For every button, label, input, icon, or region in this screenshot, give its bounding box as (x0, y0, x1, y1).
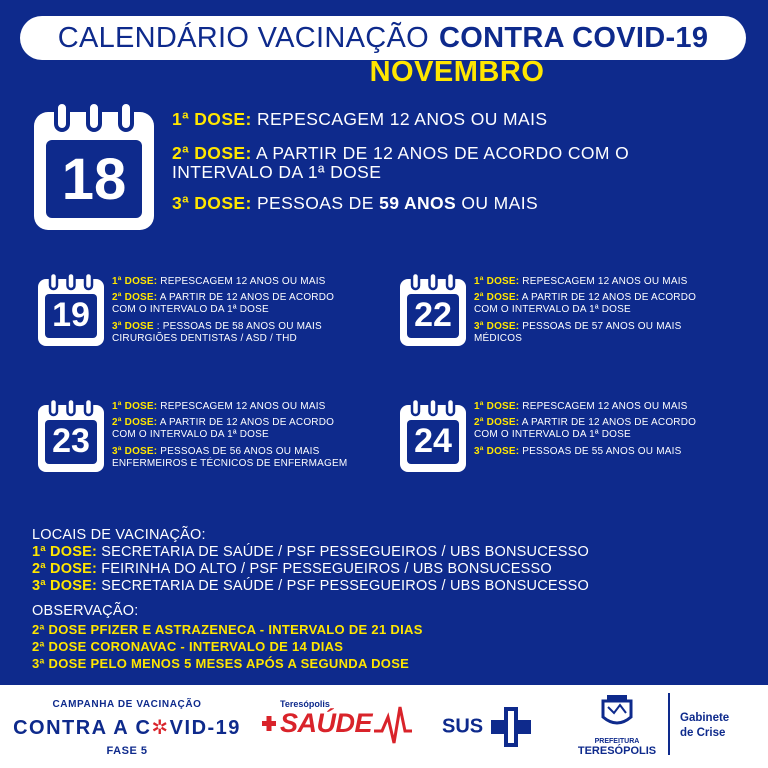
title-bold: CONTRA COVID-19 (438, 21, 709, 54)
dose-line: 1ª DOSE: REPESCAGEM 12 ANOS OU MAIS (474, 276, 688, 287)
dose-line-cont: COM O INTERVALO DA 1ª DOSE (474, 304, 631, 315)
day-number: 24 (414, 422, 452, 460)
day-number: 19 (52, 296, 90, 334)
dose-line-cont: ENFERMEIROS E TÉCNICOS DE ENFERMAGEM (112, 458, 348, 469)
day-number: 18 (61, 147, 127, 212)
dose-line-cont: MÉDICOS (474, 333, 523, 344)
observations-heading: OBSERVAÇÃO: (32, 603, 139, 619)
dose-line: 2ª DOSE: A PARTIR DE 12 ANOS DE ACORDO COM O (172, 143, 630, 163)
observation-line: 2ª DOSE PFIZER E ASTRAZENECA - INTERVALO DE 21 DIAS (32, 622, 423, 637)
dose-line: 1ª DOSE: REPESCAGEM 12 ANOS OU MAIS (112, 401, 326, 412)
locations-heading: LOCAIS DE VACINAÇÃO: (32, 527, 206, 543)
dose-line: 2ª DOSE: A PARTIR DE 12 ANOS DE ACORDO (474, 292, 697, 303)
calendar-icon-18 (30, 100, 158, 234)
dose-line: 3ª DOSE: PESSOAS DE 55 ANOS OU MAIS (474, 446, 682, 457)
dose-line: 2ª DOSE: A PARTIR DE 12 ANOS DE ACORDO (112, 292, 335, 303)
location-line: 3ª DOSE: SECRETARIA DE SAÚDE / PSF PESSEGUEIROS / UBS BONSUCESSO (32, 578, 589, 594)
dose-line-cont: CIRURGIÕES DENTISTAS / ASD / THD (112, 333, 297, 344)
dose-line: 3ª DOSE: PESSOAS DE 56 ANOS OU MAIS (112, 446, 320, 457)
dose-line-cont: INTERVALO DA 1ª DOSE (172, 162, 382, 182)
calendar-icon-day (36, 272, 106, 348)
dose-line-cont: COM O INTERVALO DA 1ª DOSE (112, 429, 269, 440)
dose-line: 1ª DOSE: REPESCAGEM 12 ANOS OU MAIS (112, 276, 326, 287)
saude-logo: Teresópolis SAÚDE (262, 695, 412, 755)
title-light: CALENDÁRIO VACINAÇÃO (57, 21, 429, 54)
month-label: NOVEMBRO (369, 56, 545, 88)
dose-line: 2ª DOSE: A PARTIR DE 12 ANOS DE ACORDO (112, 417, 335, 428)
dose-line: 3ª DOSE: PESSOAS DE 59 ANOS OU MAIS (172, 193, 539, 213)
dose-line: 2ª DOSE: A PARTIR DE 12 ANOS DE ACORDO (474, 417, 697, 428)
location-line: 1ª DOSE: SECRETARIA DE SAÚDE / PSF PESSEGUEIROS / UBS BONSUCESSO (32, 544, 589, 560)
location-line: 2ª DOSE: FEIRINHA DO ALTO / PSF PESSEGUEIROS / UBS BONSUCESSO (32, 561, 552, 577)
sus-logo: SUS (442, 707, 531, 747)
calendar-icon-day (398, 398, 468, 474)
calendar-icon-day (398, 272, 468, 348)
crest-icon (597, 693, 637, 731)
dose-line: 3ª DOSE : PESSOAS DE 58 ANOS OU MAIS (112, 321, 322, 332)
observation-line: 2ª DOSE CORONAVAC - INTERVALO DE 14 DIAS (32, 639, 344, 654)
dose-line-cont: COM O INTERVALO DA 1ª DOSE (474, 429, 631, 440)
virus-icon: ✲ (151, 717, 170, 739)
dose-line: 1ª DOSE: REPESCAGEM 12 ANOS OU MAIS (172, 109, 548, 129)
campaign-logo: CAMPANHA DE VACINAÇÃO CONTRA A C✲VID-19 FASE 5 (13, 699, 241, 757)
gabinete-label: Gabinete de Crise (680, 712, 730, 739)
calendar-icon-day (36, 398, 106, 474)
dose-line-cont: COM O INTERVALO DA 1ª DOSE (112, 304, 269, 315)
day-number: 22 (414, 296, 452, 334)
observation-line: 3ª DOSE PELO MENOS 5 MESES APÓS A SEGUNDA DOSE (32, 656, 410, 671)
dose-line: 1ª DOSE: REPESCAGEM 12 ANOS OU MAIS (474, 401, 688, 412)
footer-logos (0, 685, 768, 768)
prefeitura-logo: PREFEITURA TERESÓPOLIS (572, 693, 662, 757)
title-banner (20, 16, 746, 60)
cross-icon (491, 707, 531, 747)
dose-line: 3ª DOSE: PESSOAS DE 57 ANOS OU MAIS (474, 321, 682, 332)
divider (668, 693, 670, 755)
day-number: 23 (52, 422, 90, 460)
